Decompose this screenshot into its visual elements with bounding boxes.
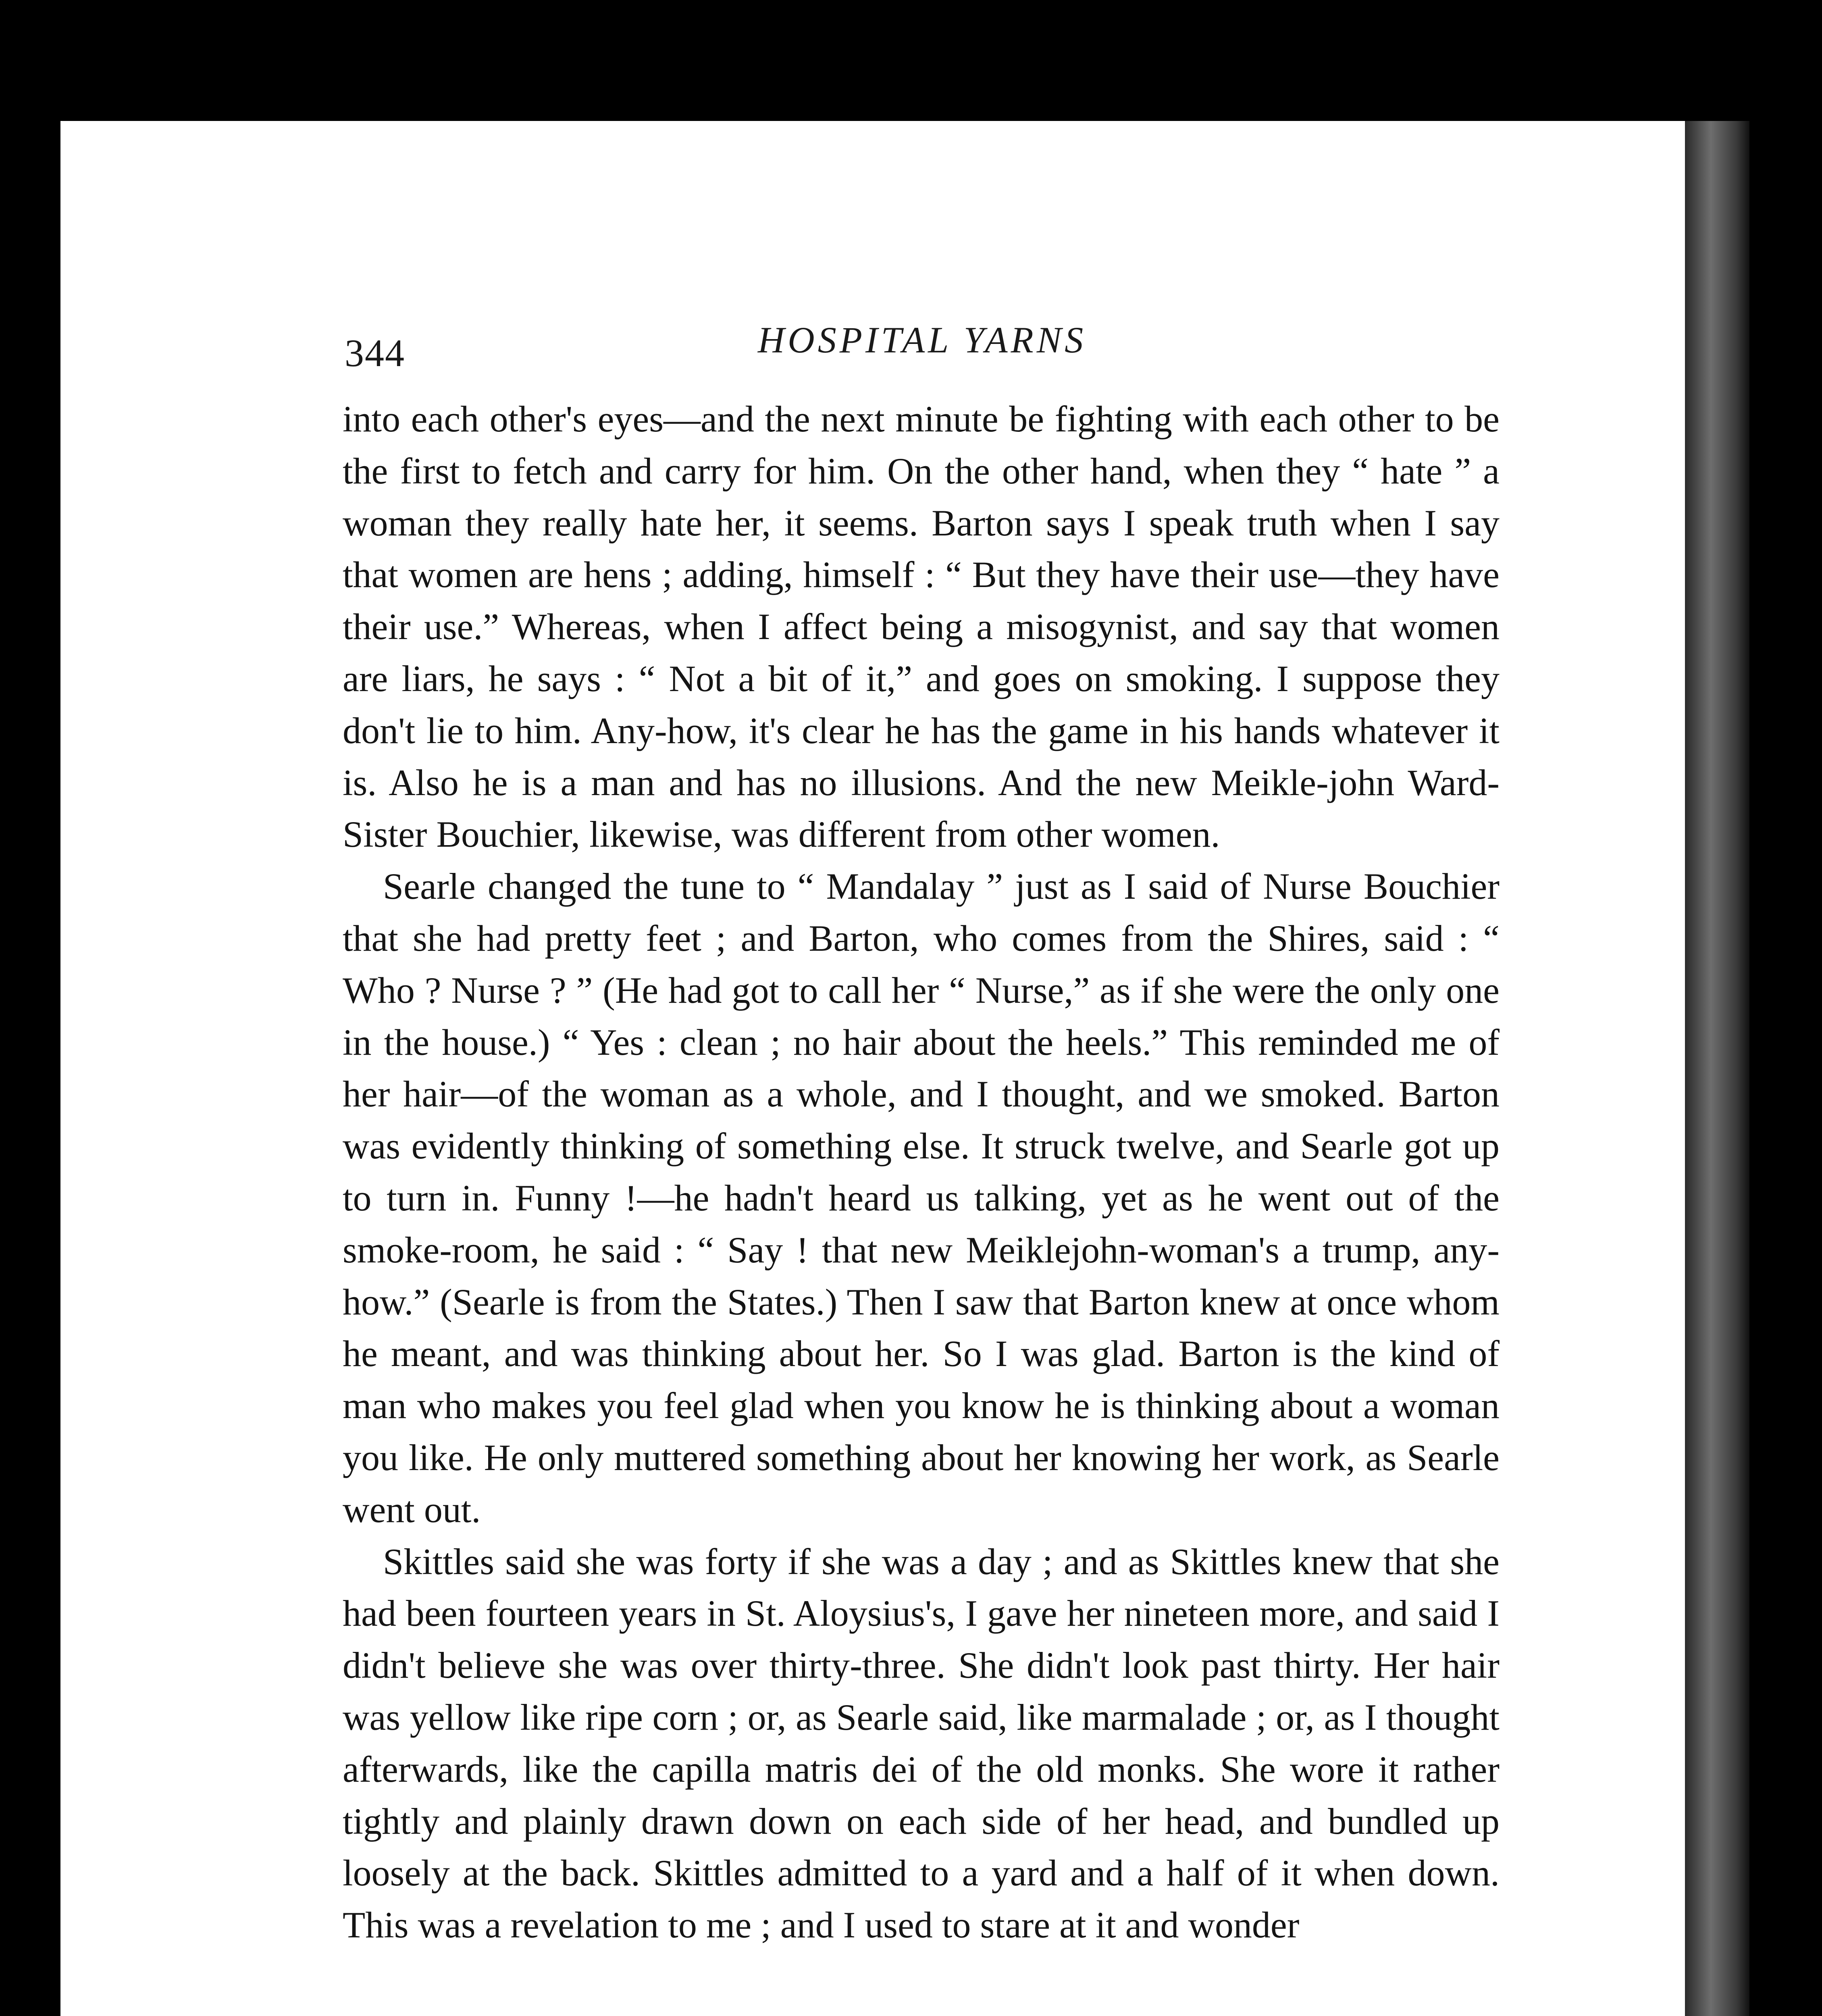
page-header [345, 306, 1500, 375]
body-text [343, 393, 1500, 1951]
page-number: 344 [345, 331, 405, 375]
paragraph-continued: into each other's eyes—and the next minute be fighting with each other to be the first to fetch and carry for him. On the other hand, when they “ hate ” a woman they really hate her, it seems. Barton says I speak truth when I say that women are hens ; adding, himself : “ But they have their use—they have their use.” Whereas, when I affect being a misogynist, and say that women are liars, he says : “ Not a bit of it,” and goes on smoking. I suppose they don't lie to him. Any-how, it's clear he has the game in his hands whatever it is. Also he is a man and has no illusions. And the new Meikle-john Ward-Sister Bouchier, likewise, was different from other women. [343, 398, 1500, 855]
paragraph: Searle changed the tune to “ Mandalay ” just as I said of Nurse Bouchier that she had pretty feet ; and Barton, who comes from the Shires, said : “ Who ? Nurse ? ” (He had got to call her “ Nurse,” as if she were the only one in the house.) “ Yes : clean ; no hair about the heels.” This reminded me of her hair—of the woman as a whole, and I thought, and we smoked. Barton was evidently thinking of something else. It struck twelve, and Searle got up to turn in. Funny !—he hadn't heard us talking, yet as he went out of the smoke-room, he said : “ Say ! that new Meiklejohn-woman's a trump, any-how.” (Searle is from the States.) Then I saw that Barton knew at once whom he meant, and was thinking about her. So I was glad. Barton is the kind of man who makes you feel glad when you know he is thinking about a woman you like. He only muttered something about her knowing her work, as Searle went out. [343, 866, 1500, 1530]
paragraph: Skittles said she was forty if she was a day ; and as Skittles knew that she had been fourteen years in St. Aloysius's, I gave her nineteen more, and said I didn't believe she was over thirty-three. She didn't look past thirty. Her hair was yellow like ripe corn ; or, as Searle said, like marmalade ; or, as I thought afterwards, like the capilla matris dei of the old monks. She wore it rather tightly and plainly drawn down on each side of her head, and bundled up loosely at the back. Skittles admitted to a yard and a half of it when down. This was a revelation to me ; and I used to stare at it and wonder [343, 1541, 1500, 1946]
running-title: HOSPITAL YARNS [757, 319, 1087, 360]
book-spine-edge [1685, 121, 1749, 2016]
